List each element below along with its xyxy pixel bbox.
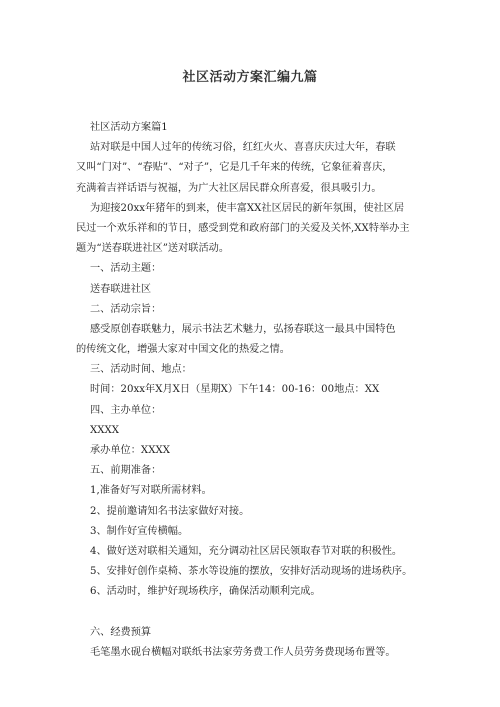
paragraph-line: 承办单位：XXXX <box>90 445 170 456</box>
paragraph-line: XXXX <box>90 424 120 436</box>
paragraph-line: 站对联是中国人过年的传统习俗，红红火火、喜喜庆庆过大年，春联 <box>90 142 396 154</box>
paragraph-line: 充满着吉祥话语与祝福，为广大社区居民群众所喜爱，很具吸引力。 <box>76 182 382 194</box>
paragraph-line: 的传统文化，增强大家对中国文化的热爱之情。 <box>76 344 290 356</box>
list-item: 2、提前邀请知名书法家做好对接。 <box>90 505 250 517</box>
document-body <box>76 118 432 663</box>
paragraph-line: 民过一个欢乐祥和的节日，感受到党和政府部门的关爱及关怀,XX特举办主 <box>76 222 410 234</box>
list-item: 6、活动时，维护好现场秩序，确保活动顺利完成。 <box>90 586 321 598</box>
section-heading: 社区活动方案篇1 <box>90 122 168 133</box>
paragraph-line: 时间：20xx年X月X日（星期X）下午14：00-16：00地点：XX <box>90 384 380 396</box>
paragraph-spacer <box>76 603 432 623</box>
section-heading: 一、活动主题： <box>90 263 162 275</box>
paragraph-line: 为迎接20xx年猪年的到来，使丰富XX社区居民的新年氛围，使社区居 <box>90 202 405 214</box>
document-title: 社区活动方案汇编九篇 <box>182 70 318 85</box>
section-heading: 五、前期准备： <box>90 465 162 477</box>
list-item: 4、做好送对联相关通知，充分调动社区居民领取春节对联的积极性。 <box>90 545 403 557</box>
paragraph-line: 又叫“门对”、“春贴”、“对子”，它是几千年来的传统，它象征着喜庆， <box>76 162 393 174</box>
paragraph-line: 送春联进社区 <box>90 283 152 295</box>
paragraph-line: 题为“送春联进社区”送对联活动。 <box>76 243 230 255</box>
list-item: 3、制作好宣传横幅。 <box>90 525 189 537</box>
section-heading: 三、活动时间、地点： <box>90 364 192 376</box>
section-heading: 六、经费预算 <box>90 626 152 638</box>
paragraph-line: 毛笔墨水砚台横幅对联纸书法家劳务费工作人员劳务费现场布置等。 <box>90 646 396 658</box>
list-item: 5、安排好创作桌椅、茶水等设施的摆放，安排好活动现场的进场秩序。 <box>90 566 413 578</box>
section-heading: 四、主办单位： <box>90 404 162 416</box>
list-item: 1,准备好写对联所需材料。 <box>90 485 212 497</box>
section-heading: 二、活动宗旨： <box>90 303 162 315</box>
paragraph-line: 感受原创春联魅力，展示书法艺术魅力，弘扬春联这一最具中国特色 <box>90 323 396 335</box>
